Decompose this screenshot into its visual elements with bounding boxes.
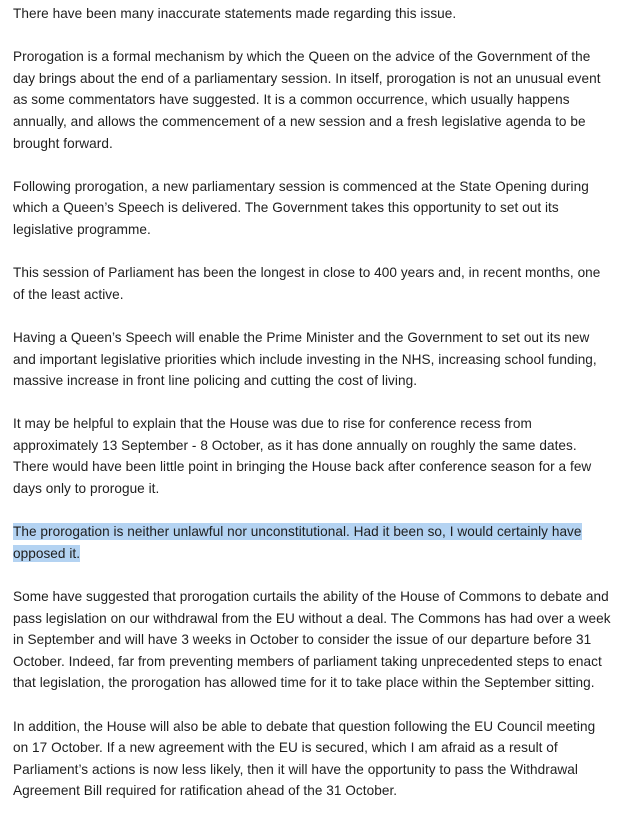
paragraph-eu-withdrawal-debate: [13, 586, 613, 694]
paragraph-intro-text: There have been many inaccurate statements made regarding this issue.: [13, 6, 457, 21]
paragraph-queens-speech: [13, 327, 613, 392]
paragraph-state-opening-text: Following prorogation, a new parliamentary session is commenced at the State Opening during which a Queen’s Speech is delivered. The Government takes this opportunity to set out its legislative programme.: [13, 178, 589, 237]
paragraph-state-opening: [13, 176, 613, 241]
highlighted-selection[interactable]: The prorogation is neither unlawful nor unconstitutional. Had it been so, I would certainly have opposed it.: [13, 524, 582, 561]
paragraph-prorogation-definition: [13, 46, 613, 154]
paragraph-eu-withdrawal-debate-text: Some have suggested that prorogation curtails the ability of the House of Commons to debate and pass legislation on our withdrawal from the EU without a deal. The Commons has had over a week in September and will have 3 weeks in October to consider the issue of our departure before 31 October. Indeed, far from preventing members of parliament taking unprecedented steps to enact that legislation, the prorogation has allowed time for it to take place within the September sitting.: [13, 589, 611, 691]
paragraph-session-length-text: This session of Parliament has been the longest in close to 400 years and, in recent months, one of the least active.: [13, 265, 601, 302]
paragraph-lawfulness[interactable]: [13, 521, 613, 564]
paragraph-eu-council: [13, 716, 613, 802]
paragraph-eu-council-text: In addition, the House will also be able to debate that question following the EU Council meeting on 17 October. If a new agreement with the EU is secured, which I am afraid as a result of Parliament’s actions is now less likely, then it will have the opportunity to pass the Withdrawal Agreement Bill required for ratification ahead of the 31 October.: [13, 718, 596, 799]
paragraph-queens-speech-text: Having a Queen’s Speech will enable the Prime Minister and the Government to set out its new and important legislative priorities which include investing in the NHS, increasing school funding, massive increase in front line policing and cutting the cost of living.: [13, 329, 597, 389]
letter-body: [13, 3, 613, 824]
paragraph-session-length: [13, 262, 613, 305]
paragraph-prorogation-definition-text: Prorogation is a formal mechanism by which the Queen on the advice of the Government of the day brings about the end of a parliamentary session. In itself, prorogation is not an unusual event as some commentators have suggested. It is a common occurrence, which usually happens annually, and allows the commencement of a new session and a fresh legislative agenda to be brought forward.: [13, 49, 601, 151]
paragraph-intro: [13, 3, 613, 25]
paragraph-conference-recess-text: It may be helpful to explain that the House was due to rise for conference recess from approximately 13 September - 8 October, as it has done annually on roughly the same dates. There would have been little point in bringing the House back after conference season for a few days only to prorogue it.: [13, 416, 592, 497]
paragraph-conference-recess: [13, 413, 613, 499]
